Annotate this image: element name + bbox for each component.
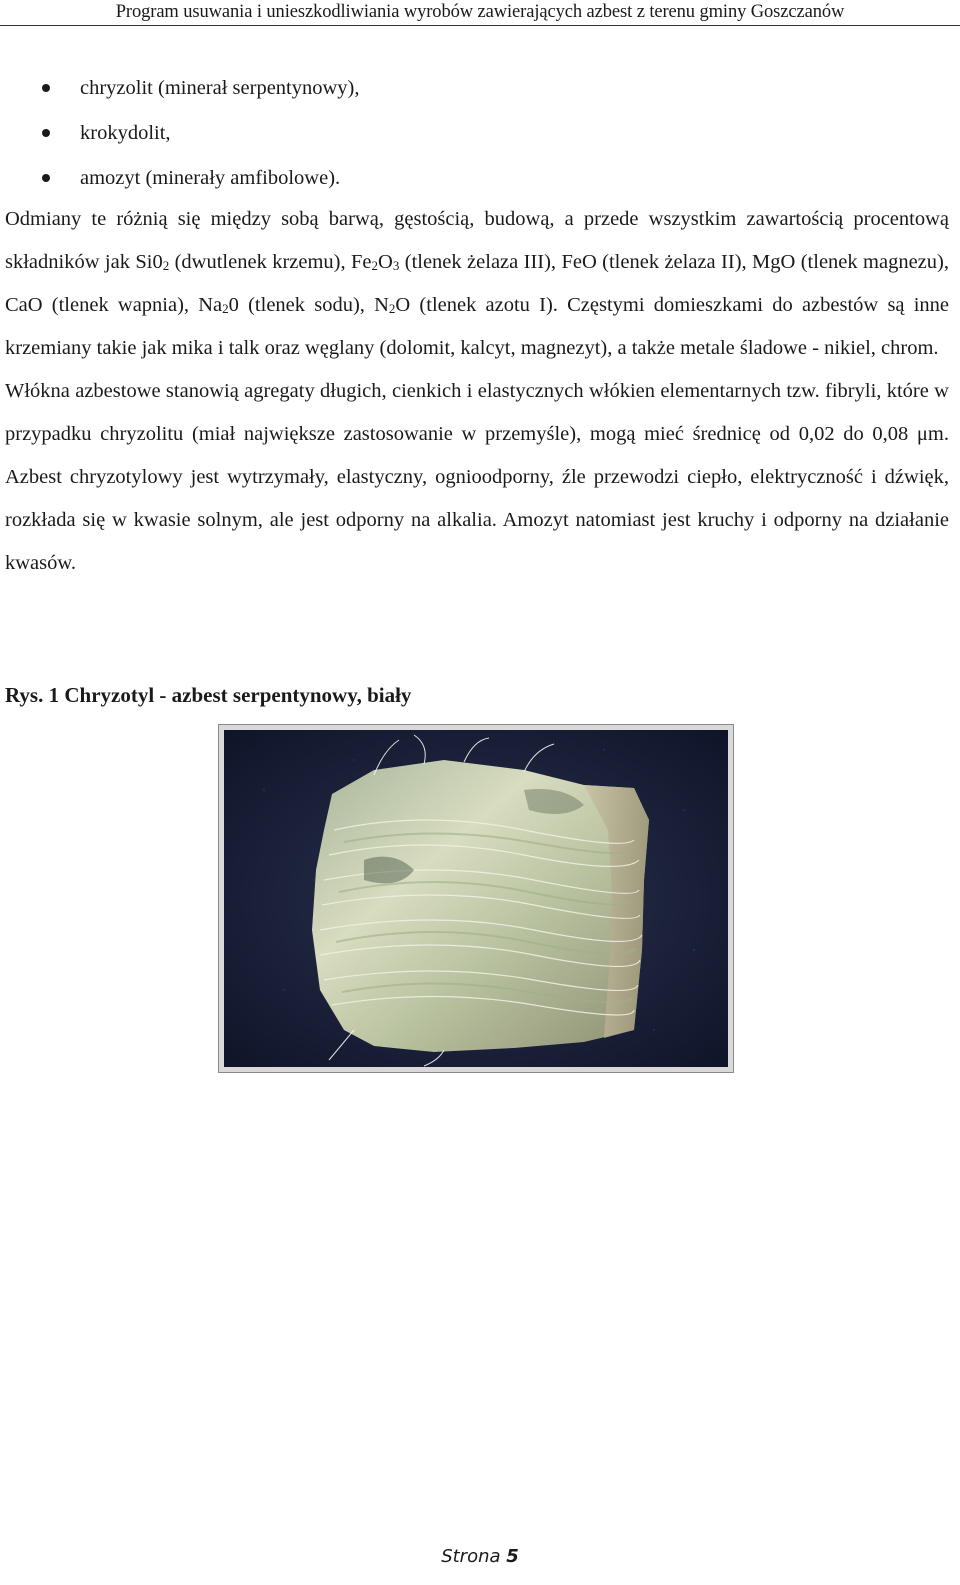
page-header xyxy=(0,0,960,26)
text-run: 0 (tlenek sodu), N xyxy=(228,294,389,316)
asbestos-photo xyxy=(224,730,728,1067)
list-item-text: amozyt (minerały amfibolowe). xyxy=(80,167,341,189)
list-item-text: chryzolit (minerał serpentynowy), xyxy=(80,77,360,99)
list-item xyxy=(0,156,960,201)
mineral-list xyxy=(0,66,960,201)
text-run: O xyxy=(378,251,393,273)
page-footer xyxy=(0,1543,960,1571)
text-run: Odmiany te różnią się między sobą barwą, gęstością, budową, a przede wszystkim zawartością procentową składników jak Si0 xyxy=(5,208,949,273)
bullet-icon xyxy=(42,174,50,182)
text-run: O (tlenek azotu I). Częstymi domieszkami do azbestów są inne krzemiany takie jak mika i talk oraz węglany (dolomit, kalcyt, magnezyt), a także metale śladowe - nikiel, chrom. xyxy=(5,294,950,359)
bullet-icon xyxy=(42,129,50,137)
list-item-text: krokydolit, xyxy=(80,122,171,144)
page-label: Strona xyxy=(441,1546,501,1567)
subscript: 2 xyxy=(222,301,229,316)
text-run: (dwutlenek krzemu), Fe xyxy=(169,251,372,273)
list-item xyxy=(0,66,960,111)
body-text xyxy=(5,198,949,585)
figure-caption: Rys. 1 Chryzotyl - azbest serpentynowy, biały xyxy=(5,683,412,707)
subscript: 2 xyxy=(371,258,379,273)
paragraph-fibres: Włókna azbestowe stanowią agregaty długich, cienkich i elastycznych włókien elementarnych tzw. fibryli, które w przypadku chryzolitu (miał największe zastosowanie w przemyśle), mogą mieć średnicę od 0,02 do 0,08 μm. Azbest chryzotylowy jest wytrzymały, elastyczny, ognioodporny, źle przewodzi ciepło, elektryczność i dźwięk, rozkłada się w kwasie solnym, ale jest odporny na alkalia. Amozyt natomiast jest kruchy i odporny na działanie kwasów. xyxy=(5,380,949,574)
bullet-icon xyxy=(42,84,50,92)
subscript: 3 xyxy=(392,258,400,273)
subscript: 2 xyxy=(388,301,396,316)
text-run: (tlenek żelaza III), FeO (tlenek żelaza II), MgO (tlenek magnezu), CaO (tlenek wapnia), Na xyxy=(5,251,949,316)
document-title: Program usuwania i unieszkodliwiania wyrobów zawierających azbest z terenu gminy Goszczanów xyxy=(115,2,845,22)
subscript: 2 xyxy=(162,258,170,273)
page-number: 5 xyxy=(506,1546,519,1567)
list-item xyxy=(0,111,960,156)
figure-frame xyxy=(218,724,734,1073)
paragraph-composition xyxy=(5,198,949,370)
